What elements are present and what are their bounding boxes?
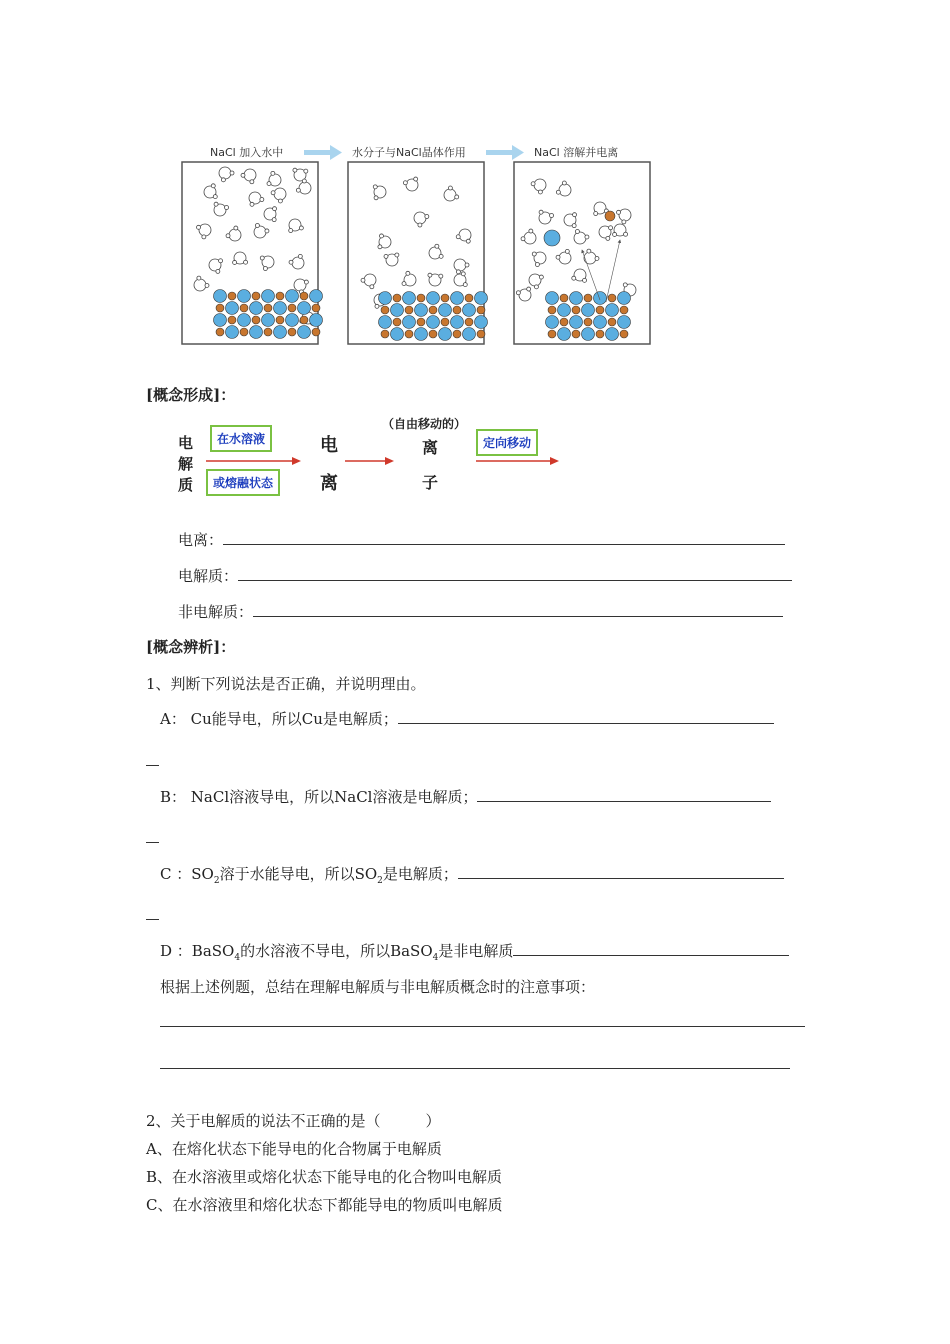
free-moving-label: （自由移动的）: [382, 417, 467, 431]
sodium-ion: [300, 316, 308, 324]
concept-diagram: [170, 415, 590, 505]
answer-blank[interactable]: [513, 941, 789, 956]
chloride-ion: [594, 292, 607, 305]
summary-blank-1[interactable]: [160, 1026, 805, 1027]
dissolution-svg: [180, 140, 655, 350]
arrow-to-ions-icon: [345, 455, 395, 467]
chloride-ion: [286, 314, 299, 327]
middle-char-1: 电: [320, 435, 338, 456]
sodium-ion: [252, 292, 260, 300]
chloride-ion: [451, 292, 464, 305]
sodium-ion: [441, 318, 449, 326]
chloride-ion: [618, 316, 631, 329]
sodium-ion: [572, 330, 580, 338]
sodium-ion: [608, 318, 616, 326]
caption-3: NaCl 溶解并电离: [534, 146, 619, 159]
sodium-ion: [288, 328, 296, 336]
sodium-ion: [620, 306, 628, 314]
chloride-ion: [214, 290, 227, 303]
q2-option-a: A、在熔化状态下能导电的化合物属于电解质: [146, 1140, 442, 1158]
sodium-ion: [596, 330, 604, 338]
blank-stub[interactable]: [146, 842, 159, 843]
chloride-ion: [427, 292, 440, 305]
q2-option-b: B、在水溶液里或熔化状态下能导电的化合物叫电解质: [146, 1168, 503, 1186]
chloride-ion: [606, 328, 619, 341]
answer-blank[interactable]: [238, 566, 792, 581]
arrow-directed-icon: [476, 455, 560, 467]
definition-electrolyte: [178, 565, 792, 586]
chloride-ion: [558, 328, 571, 341]
chloride-ion: [262, 314, 275, 327]
sodium-ion: [477, 306, 485, 314]
sodium-ion: [548, 330, 556, 338]
subscript: 4: [234, 953, 241, 963]
sodium-ion: [405, 330, 413, 338]
option-text: 是电解质；: [382, 865, 458, 883]
q1-option-c: [160, 863, 784, 886]
chloride-ion: [439, 304, 452, 317]
sodium-ion: [477, 330, 485, 338]
caption-1: NaCl 加入水中: [210, 146, 284, 159]
definition-label: 电离：: [178, 531, 224, 549]
q2-stem: 2、关于电解质的说法不正确的是（ ）: [146, 1112, 441, 1130]
chloride-ion: [415, 328, 428, 341]
chloride-ion: [310, 290, 323, 303]
chloride-ion: [214, 314, 227, 327]
q1-stem: 1、判断下列说法是否正确，并说明理由。: [146, 675, 426, 693]
sodium-ion: [465, 318, 473, 326]
q1-option-b: [160, 786, 771, 807]
chloride-ion: [558, 304, 571, 317]
definition-nonelectrolyte: [178, 601, 783, 622]
sodium-ion: [620, 330, 628, 338]
answer-blank[interactable]: [477, 787, 771, 802]
box-aqueous: 在水溶液: [210, 425, 272, 452]
chloride-ion: [546, 292, 559, 305]
ion-char-2: 子: [422, 473, 439, 492]
arrow-to-ionization-icon: [206, 455, 302, 467]
sodium-ion: [453, 306, 461, 314]
chloride-ion: [463, 304, 476, 317]
chloride-ion: [262, 290, 275, 303]
dissolution-figure: [180, 140, 655, 350]
chloride-ion: [391, 328, 404, 341]
box-directed-movement: 定向移动: [476, 429, 538, 456]
arrow-1-icon: [304, 145, 342, 160]
chloride-ion: [546, 316, 559, 329]
chloride-ion: [274, 302, 287, 315]
sodium-ion: [429, 330, 437, 338]
sodium-ion: [560, 318, 568, 326]
q1-option-a: [160, 708, 774, 729]
definition-label: 非电解质：: [178, 603, 254, 621]
sodium-ion: [264, 328, 272, 336]
option-text: 溶于水能导电，所以SO: [219, 865, 378, 883]
sodium-ion: [300, 292, 308, 300]
sodium-ion: [441, 294, 449, 302]
chloride-ion: [618, 292, 631, 305]
sodium-ion: [252, 316, 260, 324]
sodium-ion: [312, 328, 320, 336]
sodium-ion: [276, 316, 284, 324]
chloride-ion: [238, 314, 251, 327]
sodium-ion: [312, 304, 320, 312]
chloride-ion: [439, 328, 452, 341]
sodium-ion: [264, 304, 272, 312]
chloride-ion: [250, 326, 263, 339]
chloride-ion: [310, 314, 323, 327]
option-text: 的水溶液不导电，所以BaSO: [240, 942, 433, 960]
analysis-heading: [概念辨析]：: [146, 638, 236, 656]
caption-2: 水分子与NaCl晶体作用: [352, 146, 466, 159]
sodium-ion: [548, 306, 556, 314]
option-text: 是非电解质: [438, 942, 514, 960]
option-text: D ：BaSO: [160, 942, 235, 960]
chloride-ion: [391, 304, 404, 317]
sodium-ion: [572, 306, 580, 314]
subscript: 4: [432, 953, 439, 963]
definition-label: 电解质：: [178, 567, 239, 585]
definition-ionization: [178, 529, 785, 550]
chloride-ion: [286, 290, 299, 303]
arrow-2-icon: [486, 145, 524, 160]
concept-heading: [概念形成]：: [146, 386, 236, 404]
chloride-ion: [415, 304, 428, 317]
answer-blank[interactable]: [398, 709, 774, 724]
chloride-ion: [238, 290, 251, 303]
sodium-ion: [240, 328, 248, 336]
sodium-ion: [240, 304, 248, 312]
sodium-ion: [381, 306, 389, 314]
chloride-ion: [427, 316, 440, 329]
chloride-ion: [463, 328, 476, 341]
sodium-ion: [228, 292, 236, 300]
chloride-ion: [582, 328, 595, 341]
sodium-ion: [405, 306, 413, 314]
chloride-ion: [250, 302, 263, 315]
sodium-ion: [216, 304, 224, 312]
sodium-ion: [608, 294, 616, 302]
q1-option-d: [160, 940, 789, 963]
answer-blank[interactable]: [223, 530, 785, 545]
chloride-ion: [274, 326, 287, 339]
sodium-ion: [465, 294, 473, 302]
sodium-ion: [584, 294, 592, 302]
q2-option-c: C、在水溶液里和熔化状态下都能导电的物质叫电解质: [146, 1196, 503, 1214]
sodium-ion: [216, 328, 224, 336]
summary-blank-2[interactable]: [160, 1068, 790, 1069]
left-char-1: 电: [178, 434, 194, 452]
chloride-ion: [570, 316, 583, 329]
chloride-ion: [298, 302, 311, 315]
sodium-ion: [228, 316, 236, 324]
chloride-ion: [582, 304, 595, 317]
ion-char-1: 离: [422, 438, 439, 457]
subscript: 2: [213, 876, 220, 886]
sodium-ion: [429, 306, 437, 314]
sodium-ion: [417, 294, 425, 302]
sodium-ion: [560, 294, 568, 302]
chloride-ion: [298, 326, 311, 339]
answer-blank[interactable]: [253, 602, 783, 617]
chloride-ion: [226, 326, 239, 339]
sodium-ion: [288, 304, 296, 312]
middle-char-2: 离: [320, 473, 338, 494]
sodium-ion: [393, 318, 401, 326]
sodium-ion: [276, 292, 284, 300]
chloride-ion: [379, 316, 392, 329]
blank-stub[interactable]: [146, 919, 159, 920]
blank-stub[interactable]: [146, 765, 159, 766]
chloride-ion: [379, 292, 392, 305]
sodium-ion: [453, 330, 461, 338]
chloride-ion: [475, 316, 488, 329]
chloride-ion: [570, 292, 583, 305]
chloride-ion: [403, 292, 416, 305]
left-char-2: 解: [178, 455, 194, 473]
option-text: B： NaCl溶液导电，所以NaCl溶液是电解质；: [160, 788, 478, 806]
left-char-3: 质: [178, 476, 194, 494]
option-text: C ：SO: [160, 865, 214, 883]
subscript: 2: [377, 876, 383, 886]
sodium-ion: [596, 306, 604, 314]
sodium-ion: [584, 318, 592, 326]
sodium-ion: [381, 330, 389, 338]
option-text: A： Cu能导电，所以Cu是电解质；: [160, 710, 398, 728]
chloride-ion: [606, 304, 619, 317]
box-molten: 或熔融状态: [206, 469, 280, 496]
q1-summary: 根据上述例题，总结在理解电解质与非电解质概念时的注意事项：: [160, 978, 596, 996]
chloride-ion: [475, 292, 488, 305]
chloride-ion: [451, 316, 464, 329]
chloride-ion: [594, 316, 607, 329]
chloride-ion: [403, 316, 416, 329]
chloride-ion: [226, 302, 239, 315]
answer-blank[interactable]: [458, 864, 784, 879]
sodium-ion: [393, 294, 401, 302]
sodium-ion: [417, 318, 425, 326]
